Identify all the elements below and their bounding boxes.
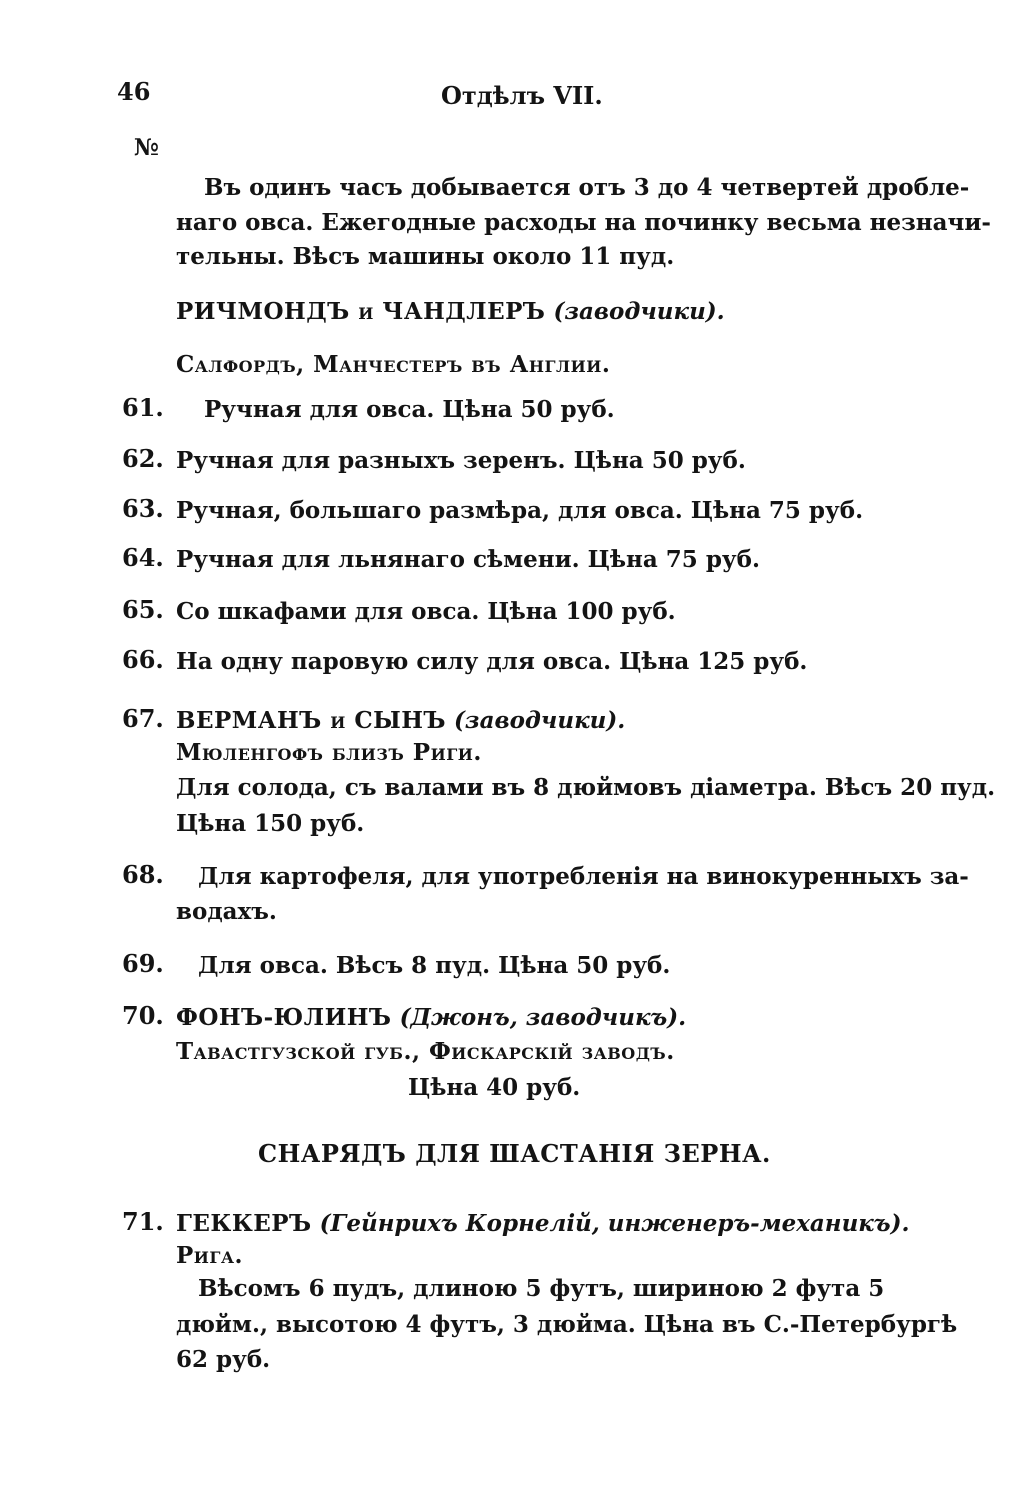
section-heading: СНАРЯДЪ ДЛЯ ШАСТАНІЯ ЗЕРНА. (258, 1139, 771, 1168)
item-price: Цѣна 40 руб. (408, 1074, 581, 1101)
item-text: водахъ. (176, 898, 277, 925)
item-number: 65. (122, 595, 164, 624)
maker-heading (176, 1212, 909, 1235)
item-number: 68. (122, 860, 164, 889)
item-number: 62. (122, 444, 164, 473)
item-text: Со шкафами для овса. Цѣна 100 руб. (176, 598, 676, 625)
maker-role: (заводчики). (454, 707, 626, 734)
item-number: 67. (122, 704, 164, 733)
intro-line: тельны. Вѣсъ машины около 11 пуд. (176, 243, 675, 270)
item-text: Вѣсомъ 6 пудъ, длиною 5 футъ, шириною 2 фута 5 (198, 1275, 885, 1302)
item-text: Ручная для овса. Цѣна 50 руб. (204, 396, 615, 423)
maker-heading (176, 1006, 686, 1029)
item-number: 69. (122, 949, 164, 978)
maker-role: (Гейнрихъ Корнелій, инженеръ-механикъ). (319, 1210, 910, 1237)
maker-location: Рига. (176, 1242, 243, 1269)
item-text: Ручная, большаго размѣра, для овса. Цѣна 75 руб. (176, 497, 864, 524)
intro-line: наго овса. Ежегодные расходы на починку весьма незначи- (176, 209, 991, 236)
item-number: 71. (122, 1207, 164, 1236)
item-text: На одну паровую силу для овса. Цѣна 125 руб. (176, 648, 808, 675)
item-number: 66. (122, 645, 164, 674)
item-number: 63. (122, 494, 164, 523)
maker-location: Салфордъ, Манчестеръ въ Англии. (176, 351, 611, 378)
intro-line: Въ одинъ часъ добывается отъ 3 до 4 четвертей дробле- (204, 174, 970, 201)
item-text: Цѣна 150 руб. (176, 810, 365, 837)
page-number: 46 (117, 77, 151, 106)
item-text: Для картофеля, для употребленія на винокуренныхъ за- (198, 863, 969, 890)
maker-name: РИЧМОНДЪ и ЧАНДЛЕРЪ (176, 298, 546, 325)
item-text: 62 руб. (176, 1346, 271, 1373)
maker-name: ФОНЪ-ЮЛИНЪ (176, 1004, 392, 1031)
running-title: Отдѣлъ VII. (441, 81, 603, 110)
maker-location: Тавастгузской губ., Фискарскій заводъ. (176, 1038, 675, 1065)
item-number: 64. (122, 543, 164, 572)
item-text: Ручная для разныхъ зеренъ. Цѣна 50 руб. (176, 447, 746, 474)
maker-role: (Джонъ, заводчикъ). (399, 1004, 687, 1031)
maker-name: ВЕРМАНЪ и СЫНЪ (176, 707, 446, 734)
item-number: 61. (122, 393, 164, 422)
item-text: Ручная для льнянаго сѣмени. Цѣна 75 руб. (176, 546, 760, 573)
item-text: дюйм., высотою 4 футъ, 3 дюйма. Цѣна въ С.-Петербургѣ (176, 1311, 958, 1338)
maker-role: (заводчики). (553, 298, 725, 325)
maker-heading (176, 300, 725, 323)
maker-name: ГЕККЕРЪ (176, 1210, 312, 1237)
maker-location: Мюленгофъ близъ Риги. (176, 739, 482, 766)
item-number: 70. (122, 1001, 164, 1030)
maker-heading (176, 709, 625, 732)
number-sign: № (134, 134, 159, 161)
item-text: Для овса. Вѣсъ 8 пуд. Цѣна 50 руб. (198, 952, 671, 979)
item-text: Для солода, съ валами въ 8 дюймовъ діаметра. Вѣсъ 20 пуд. (176, 774, 996, 801)
